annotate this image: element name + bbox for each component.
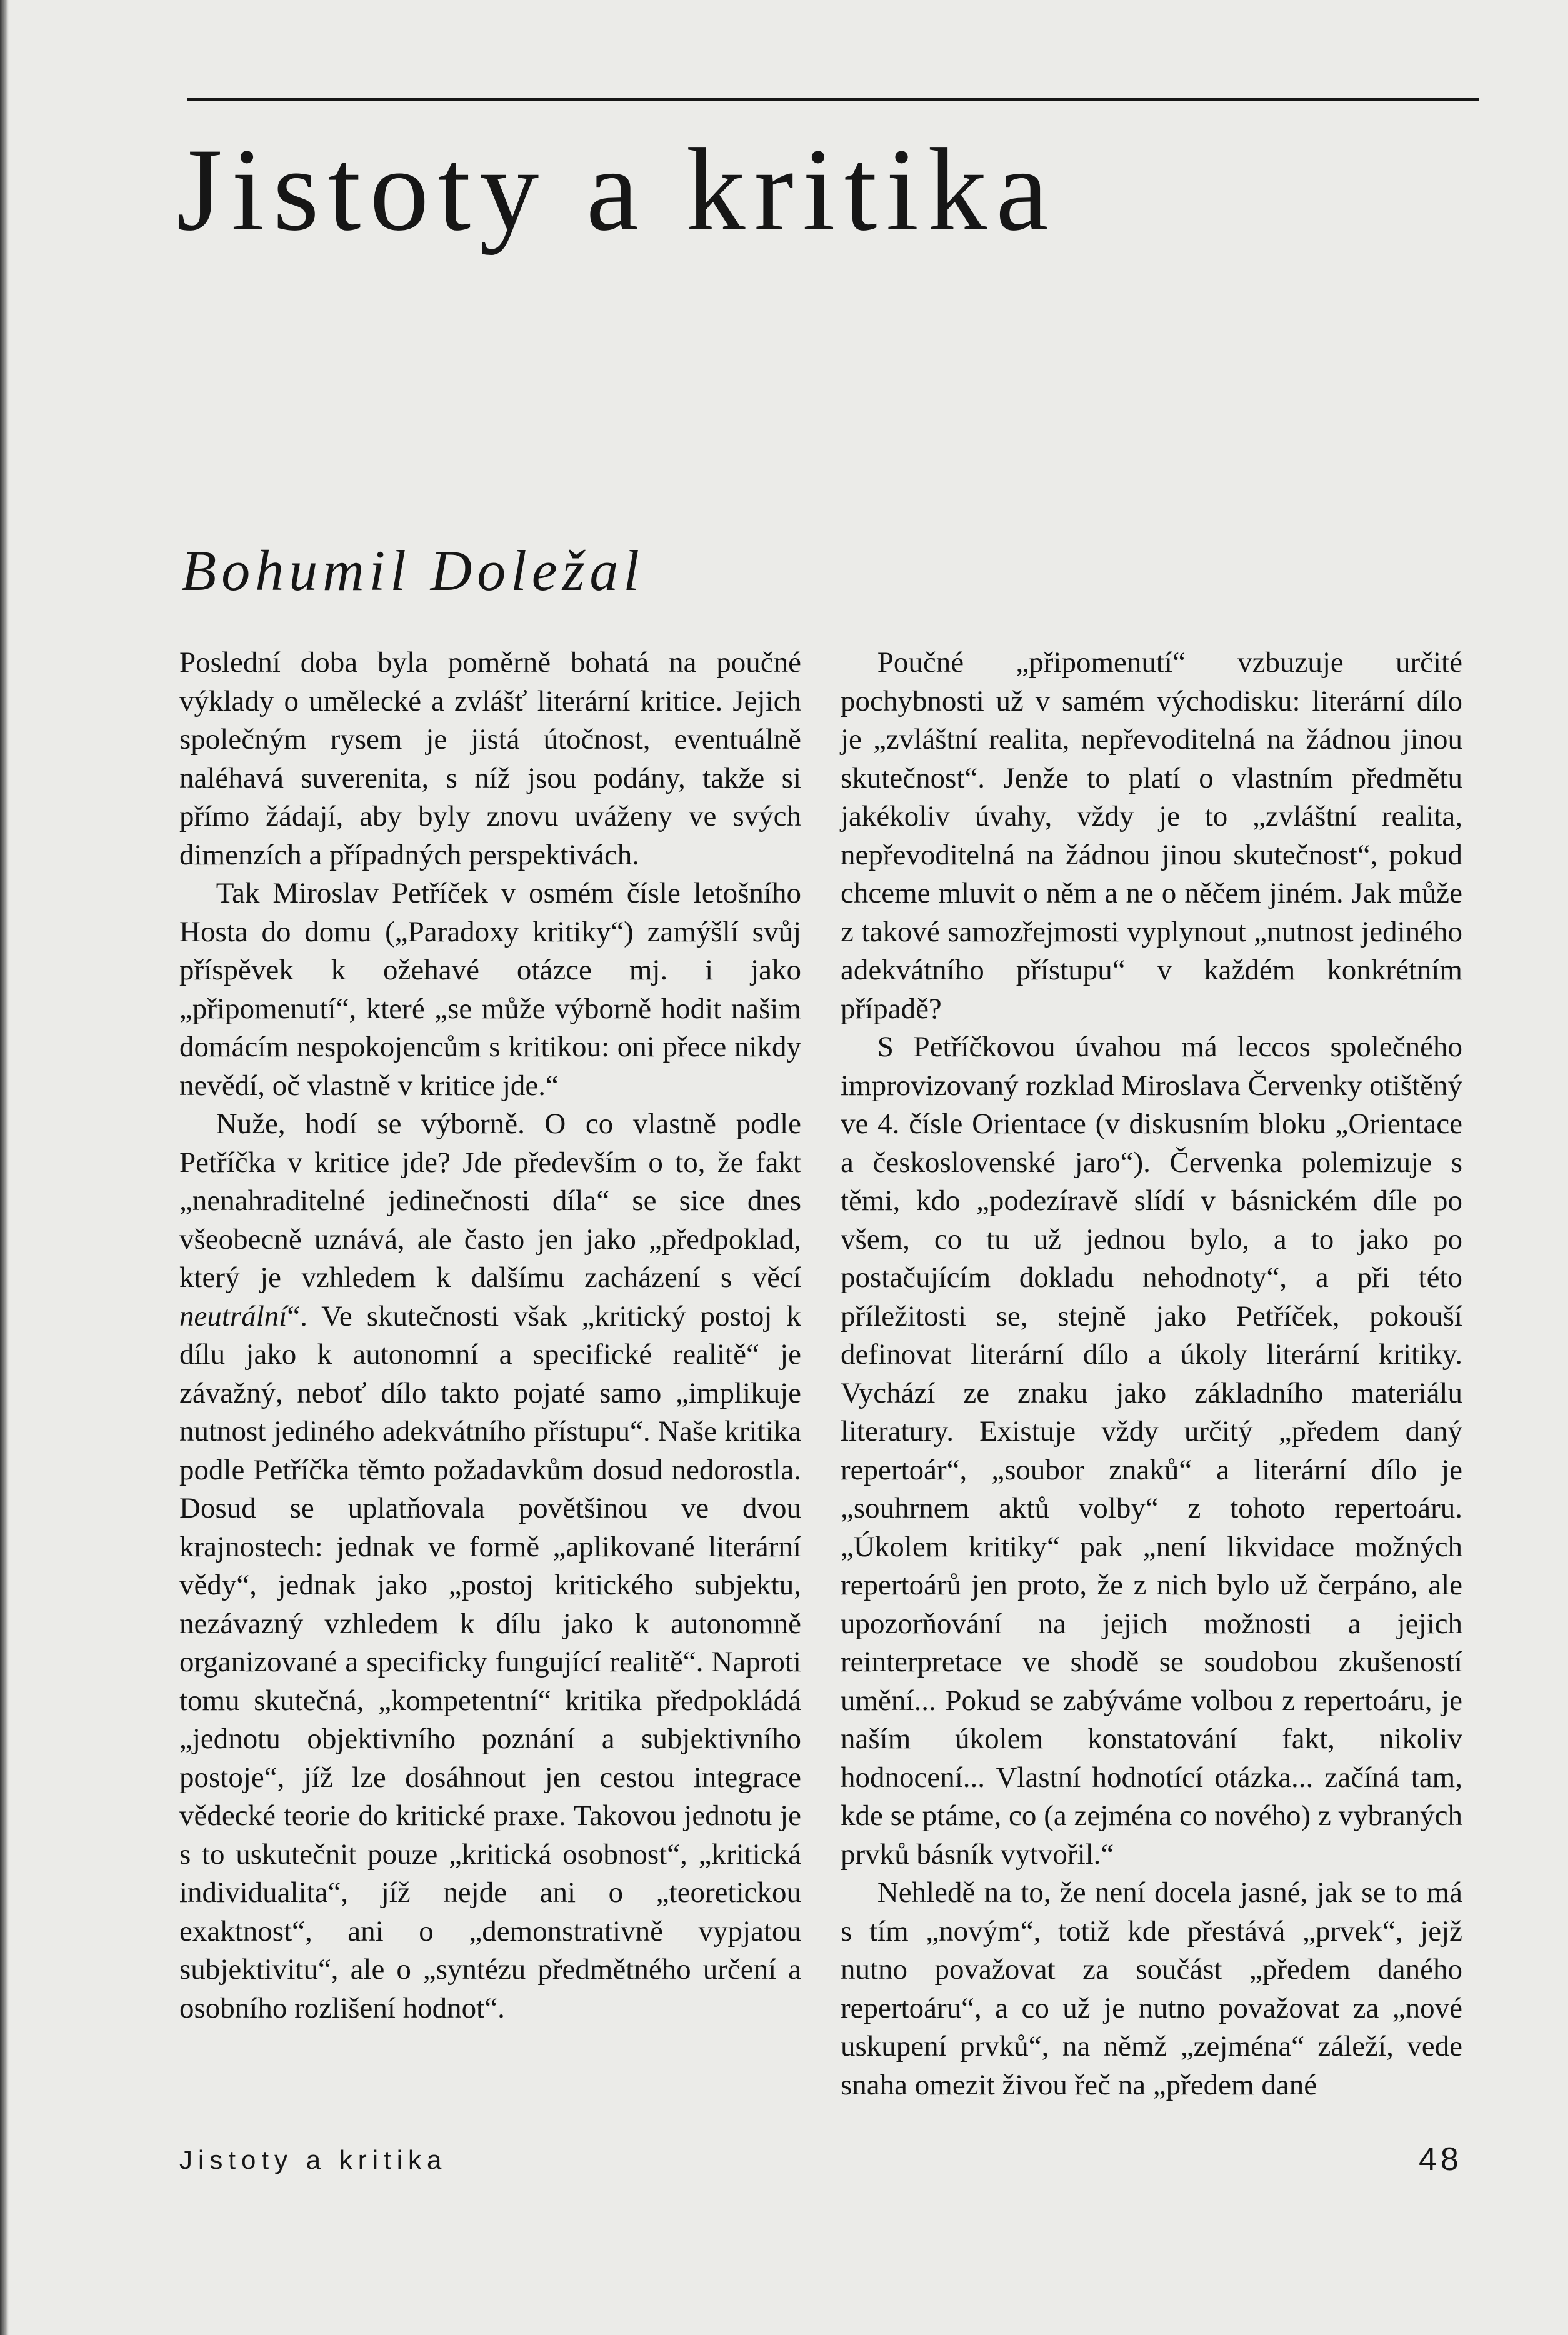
paragraph: Poslední doba byla poměrně bohatá na poučné výklady o umělecké a zvlášť literární kritice. Jejich společným rysem je jistá útočnost, eventuálně naléhavá suverenita, s níž jsou podány, takže si přímo žádají, aby byly znovu uváženy ve svých dimenzích a případných perspektivách. (179, 646, 801, 871)
header-rule (187, 98, 1479, 101)
article-title: Jistoty a kritika (176, 124, 1057, 256)
article-author: Bohumil Doležal (181, 539, 644, 602)
page-number: 48 (1419, 2141, 1462, 2178)
paragraph: Poučné „připomenutí“ vzbuzuje určité pochybnosti už v samém východisku: literární dílo je „zvláštní realita, nepřevoditelná na žádnou jinou skutečnost“. Jenže to platí o vlastním předmětu jakékoliv úvahy, vždy je to „zvláštní realita, nepřevoditelná na žádnou jinou skutečnost“, pokud chceme mluvit o něm a ne o něčem jiném. Jak může z takové samozřejmosti vyplynout „nutnost jediného adekvátního přístupu“ v každém konkrétním případě? (841, 646, 1462, 1025)
text-column-left (179, 644, 801, 2028)
running-footer-title: Jistoty a kritika (179, 2145, 447, 2174)
paragraph: Nuže, hodí se výborně. O co vlastně podle Petříčka v kritice jde? Jde především o to, že fakt „nenahraditelné jedinečnosti díla“ se sice dnes všeobecně uznává, ale často jen jako „předpoklad, který je vzhledem k dalšímu zacházení s věcí neutrální“. Ve skutečnosti však „kritický postoj k dílu jako k autonomní a specifické realitě“ je závažný, neboť dílo takto pojaté samo „implikuje nutnost jediného adekvátního přístupu“. Naše kritika podle Petříčka těmto požadavkům dosud nedorostla. Dosud se uplatňovala povětšinou ve dvou krajnostech: jednak ve formě „aplikované literární vědy“, jednak jako „postoj kritického subjektu, nezávazný vzhledem k dílu jako k autonomně organizované a specificky fungující realitě“. Naproti tomu skutečná, „kompetentní“ kritika předpokládá „jednotu objektivního poznání a subjektivního postoje“, jíž lze dosáhnout jen cestou integrace vědecké teorie do kritické praxe. Takovou jednotu je s to uskutečnit pouze „kritická osobnost“, „kritická individualita“, jíž nejde ani o „teoretickou exaktnost“, ani o „demonstrativně vypjatou subjektivitu“, ale o „syntézu předmětného určení a osobního rozlišení hodnot“. (179, 1108, 801, 2024)
paragraph: S Petříčkovou úvahou má leccos společného improvizovaný rozklad Miroslava Červenky otištěný ve 4. čísle Orientace (v diskusním bloku „Orientace a československé jaro“). Červenka polemizuje s těmi, kdo „podezíravě slídí v básnickém díle po všem, co tu už jednou bylo, a to jako po postačujícím dokladu nehodnoty“, a při této příležitosti se, stejně jako Petříček, pokouší definovat literární dílo a úkoly literární kritiky. Vychází ze znaku jako základního materiálu literatury. Existuje vždy určitý „předem daný repertoár“, „soubor znaků“ a literární dílo je „souhrnem aktů volby“ z tohoto repertoáru. „Úkolem kritiky“ pak „není likvidace možných repertoárů jen proto, že z nich bylo už čerpáno, ale upozorňování na jejich možnosti a jejich reinterpretace ve shodě se soudobou zkušeností umění... Pokud se zabýváme volbou z repertoáru, je naším úkolem konstatování fakt, nikoliv hodnocení... Vlastní hodnotící otázka... začíná tam, kde se ptáme, co (a zejména co nového) z vybraných prvků básník vytvořil.“ (841, 1031, 1462, 1871)
paragraph: Tak Miroslav Petříček v osmém čísle letošního Hosta do domu („Paradoxy kritiky“) zamýšlí svůj příspěvek k ožehavé otázce mj. i jako „připomenutí“, které „se může výborně hodit našim domácím nespokojencům s kritikou: oni přece nikdy nevědí, oč vlastně v kritice jde.“ (179, 877, 801, 1102)
text-column-right (841, 644, 1462, 2104)
italic-term: neutrální (179, 1299, 287, 1332)
paragraph: Nehledě na to, že není docela jasné, jak se to má s tím „novým“, totiž kde přestává „prvek“, jejž nutno považovat za součást „předem daného repertoáru“, a co už je nutno považovat za „nové uskupení prvků“, na němž „zejména“ záleží, vede snaha omezit živou řeč na „předem dané (841, 1876, 1462, 2101)
page-edge-shadow (0, 0, 9, 2335)
